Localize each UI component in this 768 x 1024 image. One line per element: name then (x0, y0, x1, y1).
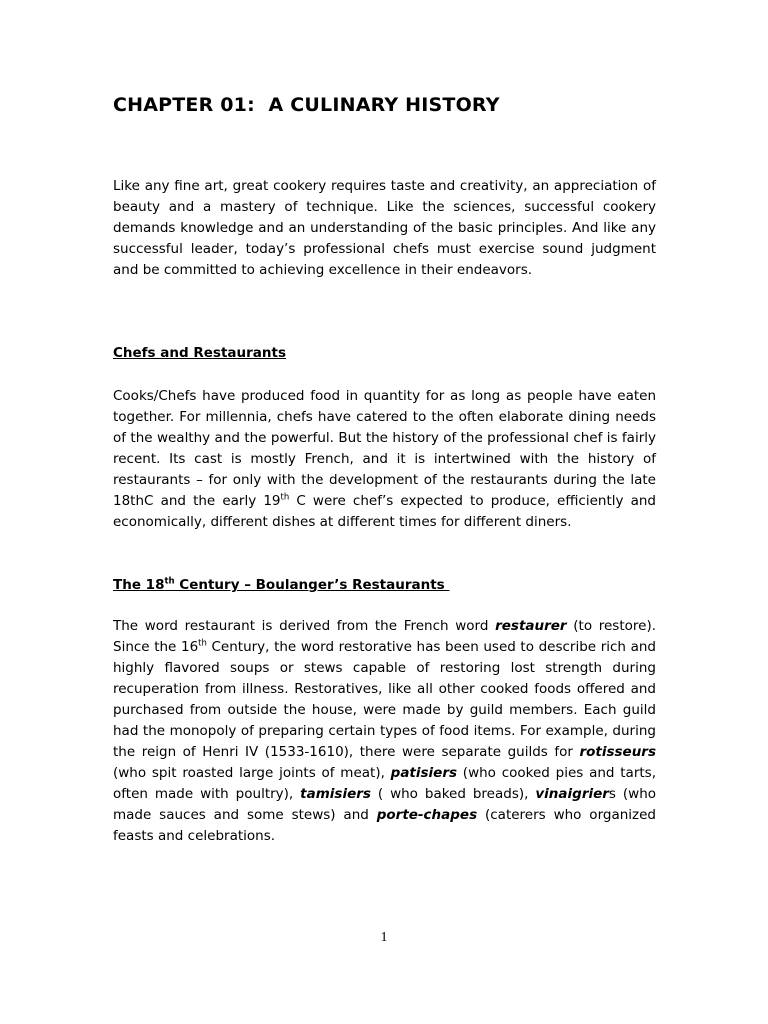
restaurant-text-2: (to restore). Since the 16 (113, 618, 656, 655)
section-heading-18th-century (113, 575, 449, 596)
heading-18th-text-2: Century – Boulanger’s Restaurants (174, 577, 450, 593)
restaurant-paragraph (113, 616, 656, 847)
superscript-th: th (198, 638, 207, 649)
chefs-paragraph-text-1: Cooks/Chefs have produced food in quantity for as long as people have eaten together. For millennia, chefs have catered to the often elaborate dining needs of the wealthy and the powerful. But the history of the professional chef is fairly recent. Its cast is mostly French, and it is intertwined with the history of restaurants – for only with the development of the restaurants during the late 18thC and the early 19 (113, 388, 656, 509)
chapter-title: CHAPTER 01: A CULINARY HISTORY (113, 94, 500, 116)
term-restaurer: restaurer (495, 618, 567, 634)
restaurant-text-7: s (who made sauces and some stews) and (113, 786, 657, 823)
restaurant-text-1: The word restaurant is derived from the French word (113, 618, 496, 634)
term-tamisiers: tamisiers (300, 786, 371, 802)
restaurant-text-5: (who cooked pies and tarts, often made with poultry), (113, 765, 656, 802)
term-rotisseurs: rotisseurs (579, 744, 656, 760)
page-number: 1 (380, 930, 388, 945)
intro-paragraph: Like any fine art, great cookery requires taste and creativity, an appreciation of beauty and a mastery of technique. Like the sciences, successful cookery demands knowledge and an understanding of the basic principles. And like any successful leader, today’s professional chefs must exercise sound judgment and be committed to achieving excellence in their endeavors. (113, 178, 656, 278)
term-patisiers: patisiers (390, 765, 458, 781)
term-porte-chapes: porte-chapes (376, 807, 478, 823)
restaurant-text-4: (who spit roasted large joints of meat), (113, 765, 391, 781)
restaurant-text-6: ( who baked breads), (370, 786, 536, 802)
chefs-paragraph (113, 386, 656, 533)
chefs-paragraph-text-2: C were chef’s expected to produce, efficiently and economically, different dishes at different times for different diners. (113, 493, 656, 530)
restaurant-text-3: Century, the word restorative has been used to describe rich and highly flavored soups or stews capable of restoring lost strength during recuperation from illness. Restoratives, like all other cooked foods offered and purchased from outside the house, were made by guild members. Each guild had the monopoly of preparing certain types of food items. For example, during the reign of Henri IV (1533-1610), there were separate guilds for (113, 639, 656, 760)
heading-18th-text-1: The 18 (113, 577, 165, 593)
restaurant-text-8: (caterers who organized feasts and celebrations. (113, 807, 656, 844)
section-heading-chefs-and-restaurants: Chefs and Restaurants (113, 345, 286, 361)
superscript-th: th (280, 492, 290, 503)
superscript-th: th (164, 576, 175, 587)
term-vinaigrier: vinaigrier (535, 786, 609, 802)
